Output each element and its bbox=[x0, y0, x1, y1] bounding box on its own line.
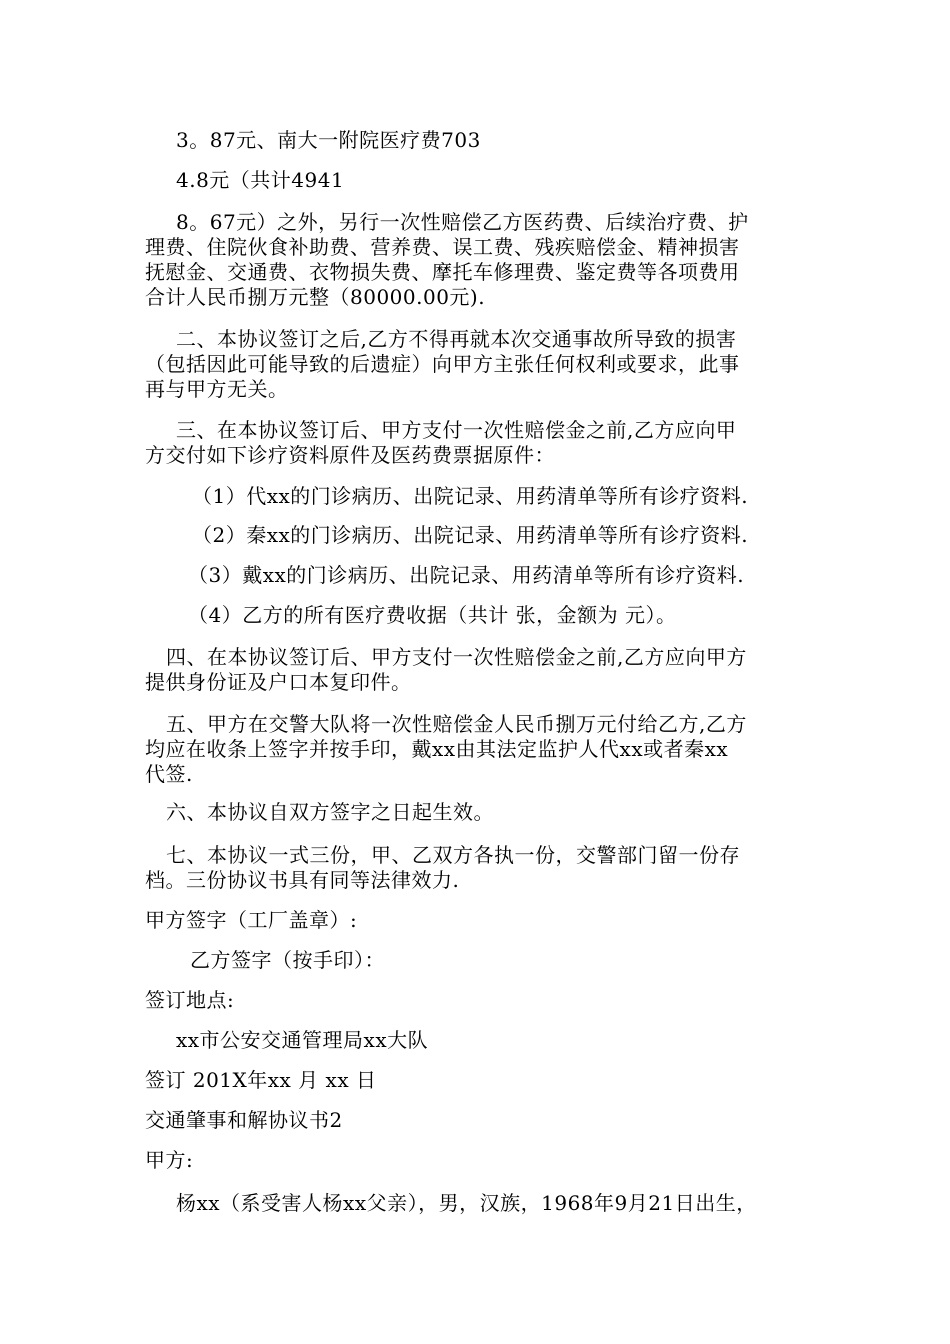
text-line: 均应在收条上签字并按手印，戴xx由其法定监护人代xx或者秦xx bbox=[145, 737, 729, 761]
paragraph-first-line: 二、本协议签订之后,乙方不得再就本次交通事故所导致的损害 bbox=[176, 327, 737, 351]
text-line: 方交付如下诊疗资料原件及医药费票据原件： bbox=[145, 443, 555, 467]
party-a-signature-label: 甲方签字（工厂盖章）: bbox=[145, 908, 358, 932]
text-line: 再与甲方无关。 bbox=[145, 377, 289, 401]
text-line: 代签. bbox=[145, 762, 193, 786]
text-line: 3。87元、南大一附院医疗费703 bbox=[176, 128, 481, 152]
signing-date: 签订 201X年xx 月 xx 日 bbox=[145, 1068, 377, 1092]
list-item: （4）乙方的所有医疗费收据（共计 张，金额为 元）。 bbox=[188, 603, 677, 627]
paragraph-first-line: 五、甲方在交警大队将一次性赔偿金人民币捌万元付给乙方,乙方 bbox=[166, 712, 747, 736]
text-line: 4.8元（共计4941 bbox=[176, 168, 345, 192]
signing-place-label: 签订地点: bbox=[145, 988, 235, 1012]
party-b-signature-label: 乙方签字（按手印）： bbox=[190, 948, 385, 972]
text-line: 杨xx（系受害人杨xx父亲），男，汉族，1968年9月21日出生， bbox=[176, 1191, 757, 1215]
text-line: （包括因此可能导致的后遗症）向甲方主张任何权利或要求，此事 bbox=[145, 352, 740, 376]
party-a-label: 甲方: bbox=[145, 1148, 194, 1172]
text-line: 抚慰金、交通费、衣物损失费、摩托车修理费、鉴定费等各项费用 bbox=[145, 260, 740, 284]
paragraph-first-line: 三、在本协议签订后、甲方支付一次性赔偿金之前,乙方应向甲 bbox=[176, 418, 737, 442]
document-2-title: 交通肇事和解协议书2 bbox=[145, 1108, 343, 1132]
paragraph-first-line: 七、本协议一式三份，甲、乙双方各执一份，交警部门留一份存 bbox=[166, 843, 740, 867]
text-line: 理费、住院伙食补助费、营养费、误工费、残疾赔偿金、精神损害 bbox=[145, 235, 740, 259]
list-item: （2）秦xx的门诊病历、出院记录、用药清单等所有诊疗资料. bbox=[192, 523, 749, 547]
text-line: 六、本协议自双方签字之日起生效。 bbox=[166, 800, 494, 824]
signing-place: xx市公安交通管理局xx大队 bbox=[176, 1028, 429, 1052]
list-item: （3）戴xx的门诊病历、出院记录、用药清单等所有诊疗资料. bbox=[188, 563, 745, 587]
text-line: 提供身份证及户口本复印件。 bbox=[145, 670, 412, 694]
paragraph-first-line: 8。67元）之外，另行一次性赔偿乙方医药费、后续治疗费、护 bbox=[176, 210, 749, 234]
list-item: （1）代xx的门诊病历、出院记录、用药清单等所有诊疗资料. bbox=[192, 484, 749, 508]
text-line: 合计人民币捌万元整（80000.00元). bbox=[145, 285, 486, 309]
paragraph-first-line: 四、在本协议签订后、甲方支付一次性赔偿金之前,乙方应向甲方 bbox=[166, 645, 747, 669]
text-line: 档。三份协议书具有同等法律效力. bbox=[145, 868, 460, 892]
